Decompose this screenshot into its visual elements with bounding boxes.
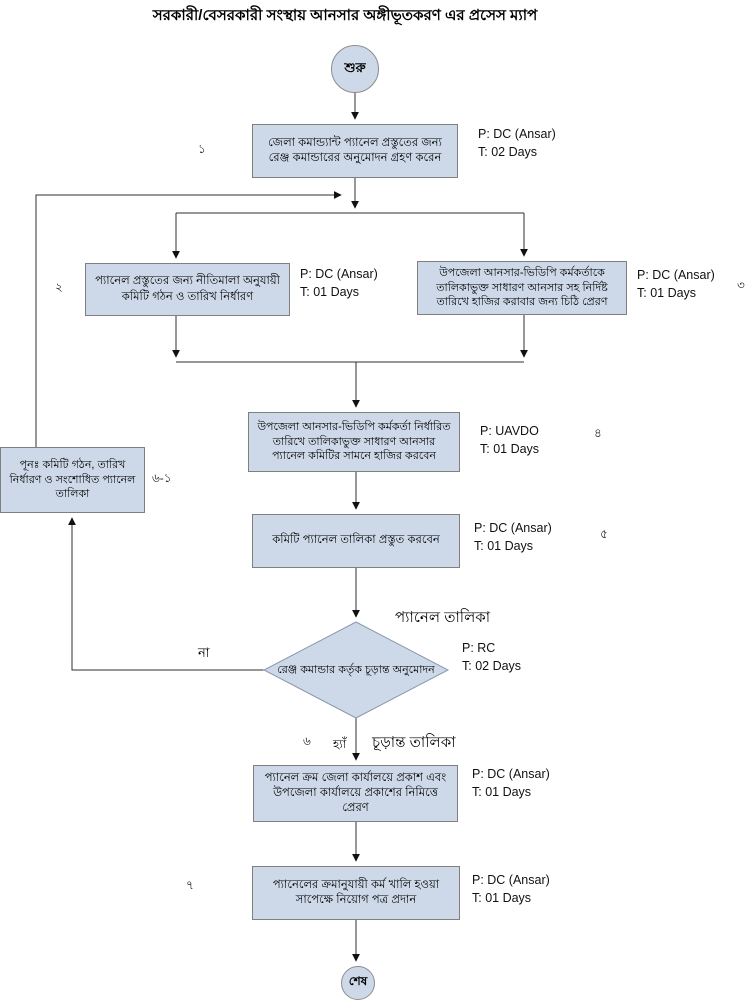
step-6-label: প্যানেল ক্রম জেলা কার্যালয়ে প্রকাশ এবং উপজেলা কার্যালয়ে প্রকাশের নিমিত্তে প্রেরণ [264,771,447,815]
step-1-label: জেলা কমান্ড্যান্ট প্যানেল প্রস্তুতের জন্য রেঞ্জ কমান্ডারের অনুমোদন গ্রহণ করেন [268,136,442,164]
step-1-box [252,124,458,178]
step-2-annotation [300,266,378,301]
step-2-box [85,263,290,316]
step-7-label: প্যানেলের ক্রমানুযায়ী কর্ম খালি হওয়া সাপেক্ষে নিয়োগ পত্র প্রদান [272,878,440,906]
rework-box [0,447,145,513]
step-3-number: ৩ [737,278,745,292]
decision-annotation [462,640,521,675]
annotation-p-line: P: DC (Ansar) [472,873,550,887]
flow-label-final-list: চূড়ান্ত তালিকা [372,734,456,751]
annotation-t-line: T: 01 Days [472,784,532,799]
step-1-number: ১ [198,142,206,156]
step-4-annotation [480,423,539,458]
annotation-p-line: P: DC (Ansar) [478,127,556,141]
step-6-annotation [472,766,550,801]
step-2-number: ২ [55,280,63,294]
annotation-p-line: P: DC (Ansar) [300,267,378,281]
decision-label: রেঞ্জ কমান্ডার কর্তৃক চূড়ান্ত অনুমোদন [277,663,435,676]
annotation-p-line: P: DC (Ansar) [474,521,552,535]
start-terminator [331,45,379,93]
step-6-box [253,765,458,822]
end-label: শেষ [348,974,368,988]
annotation-t-line: T: 01 Days [637,285,697,300]
annotation-t-line: T: 02 Days [462,658,522,673]
step-5-box [252,514,460,568]
step-2-label: প্যানেল প্রস্তুতের জন্য নীতিমালা অনুযায়ী কমিটি গঠন ও তারিখ নির্ধারণ [95,275,280,303]
annotation-p-line: P: RC [462,641,496,655]
step-1-annotation [478,126,556,161]
step-4-box [248,412,460,472]
flow-label-panel-list: প্যানেল তালিকা [395,609,491,626]
end-terminator [341,966,375,1000]
annotation-t-line: T: 01 Days [480,441,540,456]
step-3-annotation [637,267,715,302]
flow-label-no: না [198,645,210,660]
annotation-t-line: T: 02 Days [478,144,538,159]
step-7-annotation [472,872,550,907]
step-4-number: ৪ [594,426,602,440]
step-5-label: কমিটি প্যানেল তালিকা প্রস্তুত করবেন [272,534,440,547]
step-4-label: উপজেলা আনসার-ভিডিপি কর্মকর্তা নির্ধারিত তারিখে তালিকাভুক্ত সাধারণ আনসার প্যানেল কমিটির সামনে হাজির করবেন [257,421,451,463]
step-7-box [252,866,460,920]
step-7-number: ৭ [186,878,194,892]
step-3-box [417,261,627,315]
decision-number: ৬ [303,734,311,748]
rework-number: ৬-১ [152,471,172,485]
annotation-p-line: P: UAVDO [480,424,539,438]
start-label: শুরু [344,59,366,75]
annotation-p-line: P: DC (Ansar) [472,767,550,781]
flow-label-yes: হ্যাঁ [333,737,347,751]
step-3-label: উপজেলা আনসার-ভিডিপি কর্মকর্তাকে তালিকাভুক্ত সাধারণ আনসার সহ নির্দিষ্ট তারিখে হাজির করাবার জন্য চিঠি প্রেরণ [436,267,608,309]
step-5-annotation [474,520,552,555]
step-5-number: ৫ [600,527,608,541]
annotation-t-line: T: 01 Days [472,890,532,905]
annotation-t-line: T: 01 Days [474,538,534,553]
rework-label: পূনঃ কমিটি গঠন, তারিখ নির্ধারণ ও সংশোধিত প্যানেল তালিকা [9,459,136,501]
annotation-t-line: T: 01 Days [300,284,360,299]
page-title: সরকারী/বেসরকারী সংস্থায় আনসার অঙ্গীভূতকরণ এর প্রসেস ম্যাপ [152,7,538,24]
annotation-p-line: P: DC (Ansar) [637,268,715,282]
